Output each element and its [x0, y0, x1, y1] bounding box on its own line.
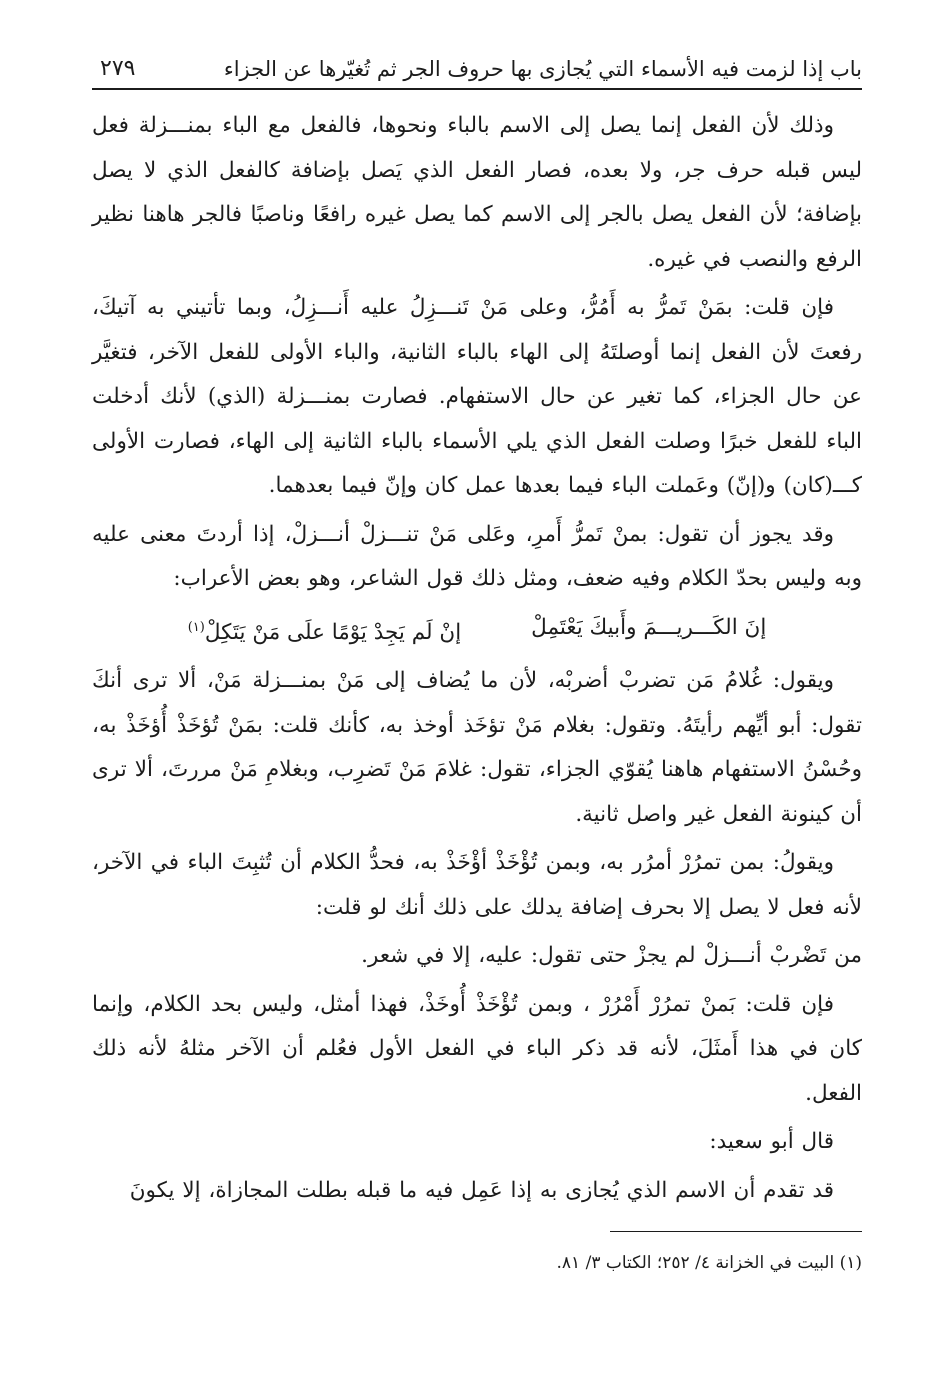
speaker-line: قال أبو سعيد:: [709, 1129, 834, 1155]
paragraph: وقد يجوز أن تقول: بمنْ تَمرُّ أَمرِ، وعَلى مَنْ تنـــزلْ أنـــزلْ، إذا أردتَ معنى عليه وبه وليس بحدّ الكلام وفيه ضعف، ومثل ذلك قول الشاعر، وهو بعض الأعراب:: [92, 521, 862, 591]
body-text: [92, 104, 862, 1213]
page-header: [92, 30, 862, 82]
footnote: (١) البيت في الخزانة ٤/ ٢٥٢؛ الكتاب ٣/ ٨١.: [556, 1253, 862, 1274]
book-page: [92, 30, 862, 1280]
paragraph: فإن قلت: بَمنْ تمرُرْ أَمْرُرْ ، وبمن تُؤْخَذْ أُوخَذْ، فهذا أمثل، وليس بحد الكلام، وإنما كان في هذا أَمثَلَ، لأنه قد ذكر الباء في الفعل الأول فعُلم أن الآخر مثلهُ لأنه ذلك الفعل.: [92, 991, 862, 1106]
footnote-divider: [610, 1231, 862, 1232]
poetry-verse: [92, 606, 862, 656]
header-divider: [92, 88, 862, 90]
footnote-marker: (١): [187, 619, 205, 635]
verse-second-hemistich-wrap: [188, 606, 461, 656]
paragraph: ويقولُ: بمن تمرُرْ أمرُر به، وبمن تُؤْخَذْ أؤْخَذْ به، فحدُّ الكلام أن تُثبِتَ الباء في الآخر، لأنه فعل لا يصل إلا بحرف إضافة يدلك على ذلك أنك لو قلت:: [92, 850, 862, 920]
paragraph: قد تقدم أن الاسم الذي يُجازى به إذا عَمِل فيه ما قبله بطلت المجازاة، إلا يكونَ: [129, 1177, 834, 1203]
page-number: ٢٧٩: [100, 55, 136, 81]
paragraph: من تَضْربْ أنـــزلْ لم يجزْ حتى تقول: عليه، إلا في شعر.: [361, 943, 862, 969]
verse-second-hemistich: إنْ لَم يَجِدْ يَوْمًا علَى مَنْ يَتَكِلْ: [204, 619, 462, 645]
paragraph: فإن قلت: بمَنْ تَمرُّ به أَمُرُّ، وعلى مَنْ تَنـــزِلُ عليه أَنـــزِلُ، وبما تأتيني به آتيكَ، رفعتَ لأن الفعل إنما أوصلتَهُ إلى الهاء بالباء الثانية، والباء الأولى للفعل الآخر، فتغيَّر عن حال الجزاء، كما تغير عن حال الاستفهام. فصارت بمنـــزلة (الذي) لأنك أدخلت الباء للفعل خبرًا وصلت الفعل الذي يلي الأسماء بالباء الثانية إلى الهاء، فصارت الأولى كـــ(كان) و(إنّ) وعَملت الباء فيما بعدها عمل كان وإنّ فيما بعدهما.: [92, 295, 862, 498]
paragraph: ويقول: غُلامُ مَن تضربْ أضربْه، لأن ما يُضاف إلى مَنْ بمنـــزلة مَنْ، ألا ترى أنكَ تقول: أبو أيِّهم رأيتَهُ. وتقول: بغلام مَنْ تؤخَذ أوخذ به، كأنك قلت: بمَنْ تُؤخَذْ أُؤخَذْ به، وحُسْنُ الاستفهام هاهنا يُقوّي الجزاء، تقول: غلامَ مَنْ تَضرِب، وبغلامِ مَنْ مررتَ، ألا ترى أن كينونة الفعل غير واصل ثانية.: [92, 668, 862, 827]
verse-first-hemistich: إنَ الكَـــريـــمَ وأَبيكَ يَعْتَمِلْ: [531, 614, 767, 640]
paragraph: وذلك لأن الفعل إنما يصل إلى الاسم بالباء ونحوها، فالفعل مع الباء بمنـــزلة فعل ليس قبله حرف جر، ولا بعده، فصار الفعل الذي يَصل بإضافة كالفعل الذي لا يصل بإضافة؛ لأن الفعل يصل بالجر إلى الاسم كما يصل غيره رافعًا وناصبًا فالجر هاهنا نظير الرفع والنصب في غيره.: [92, 113, 863, 272]
running-title: باب إذا لزمت فيه الأسماء التي يُجازى بها حروف الجر ثم تُغيّرها عن الجزاء: [223, 56, 862, 81]
